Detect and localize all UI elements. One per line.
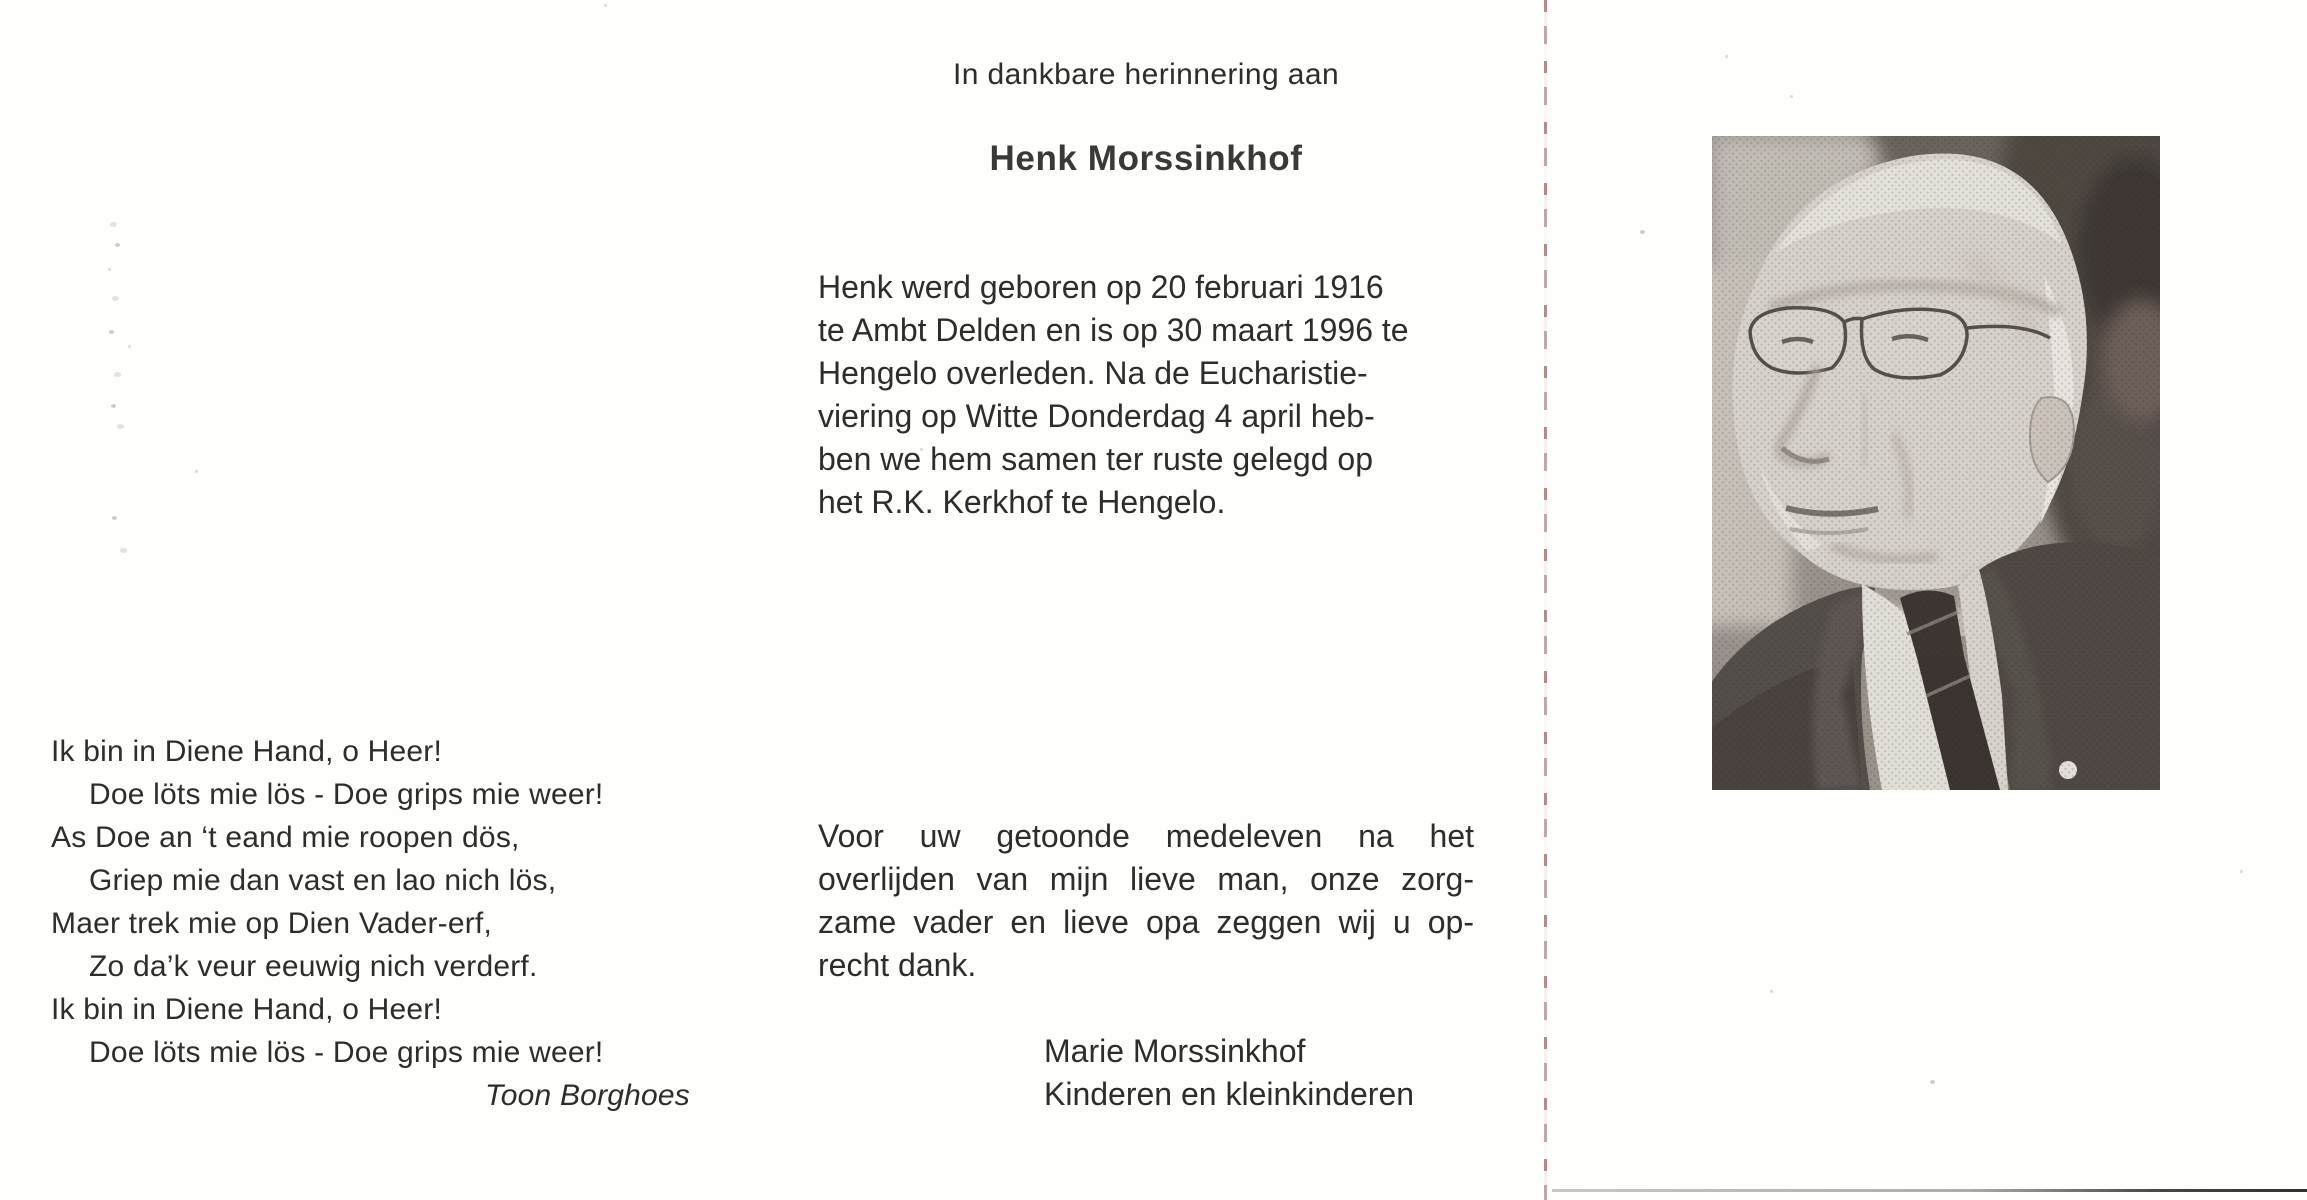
poem-line: Zo da’k veur eeuwig nich verderf. — [89, 950, 538, 983]
scan-speck — [110, 222, 117, 227]
scan-speck — [1790, 95, 1793, 98]
scan-speck — [1930, 1080, 1935, 1084]
deceased-name: Henk Morssinkhof — [989, 139, 1303, 178]
scan-speck — [112, 516, 117, 520]
scan-speck — [109, 330, 114, 334]
scan-speck — [604, 4, 607, 7]
scan-speck — [120, 548, 127, 553]
acknowledgement — [818, 815, 1474, 987]
biography — [818, 266, 1474, 524]
biography-line: het R.K. Kerkhof te Hengelo. — [818, 484, 1226, 520]
scan-speck — [1640, 230, 1645, 234]
scan-speck — [128, 345, 131, 348]
scan-speck — [112, 296, 119, 301]
scan-speck — [111, 404, 116, 408]
page-edge-line — [1552, 1189, 2307, 1192]
poem-line: Doe löts mie lös - Doe grips mie weer! — [89, 1036, 604, 1069]
scan-speck — [195, 470, 198, 473]
poem-line: Ik bin in Diene Hand, o Heer! — [51, 993, 443, 1026]
poem — [51, 730, 696, 1117]
biography-line: Hengelo overleden. Na de Eucharistie- — [818, 355, 1368, 391]
memorial-header: In dankbare herinnering aan — [952, 58, 1340, 91]
scan-speck — [115, 243, 120, 247]
scan-speck — [108, 268, 111, 271]
portrait-photo-art — [1712, 136, 2160, 790]
biography-line: ben we hem samen ter ruste gelegd op — [818, 441, 1373, 477]
scan-speck — [114, 372, 121, 377]
biography-line: te Ambt Delden en is op 30 maart 1996 te — [818, 312, 1409, 348]
fold-crease-line — [1544, 0, 1547, 1200]
acknowledgement-line: recht dank. — [818, 947, 977, 983]
signature — [1044, 1030, 1414, 1116]
poem-line: Ik bin in Diene Hand, o Heer! — [51, 735, 443, 768]
biography-line: Henk werd geboren op 20 februari 1916 — [818, 269, 1384, 305]
scan-speck — [1725, 55, 1728, 58]
poem-line: Doe löts mie lös - Doe grips mie weer! — [89, 778, 604, 811]
acknowledgement-line: Voor uw getoonde medeleven na het — [818, 818, 1474, 854]
scan-speck — [117, 424, 124, 429]
portrait-photo — [1712, 136, 2160, 790]
signature-line: Marie Morssinkhof — [1044, 1033, 1306, 1069]
acknowledgement-line: overlijden van mijn lieve man, onze zorg- — [818, 861, 1474, 897]
scan-speck — [2240, 870, 2243, 873]
biography-line: viering op Witte Donderdag 4 april heb- — [818, 398, 1375, 434]
acknowledgement-line: zame vader en lieve opa zeggen wij u op- — [818, 904, 1474, 940]
signature-line: Kinderen en kleinkinderen — [1044, 1076, 1415, 1112]
scan-speck — [1770, 990, 1773, 993]
poem-author: Toon Borghoes — [485, 1079, 690, 1112]
poem-line: Griep mie dan vast en lao nich lös, — [89, 864, 557, 897]
poem-line: As Doe an ‘t eand mie roopen dös, — [51, 821, 520, 854]
poem-line: Maer trek mie op Dien Vader-erf, — [51, 907, 493, 940]
